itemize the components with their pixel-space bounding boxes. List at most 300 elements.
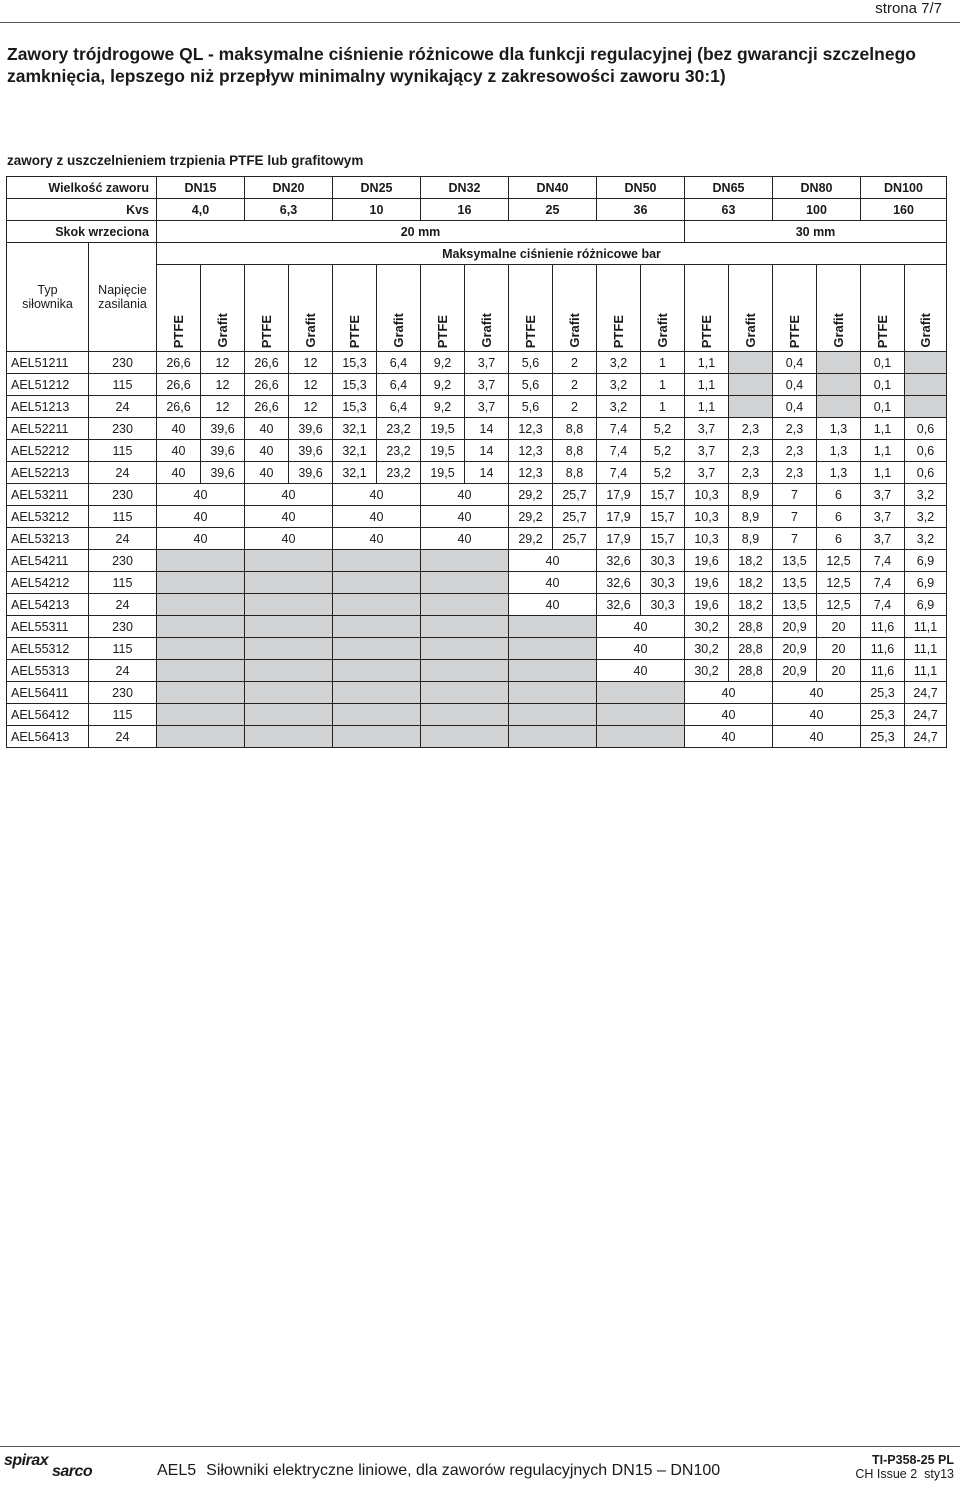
value-cell: 5,6 bbox=[509, 352, 553, 374]
voltage: 24 bbox=[89, 462, 157, 484]
voltage: 230 bbox=[89, 484, 157, 506]
unavailable-cell bbox=[333, 726, 421, 748]
merged-value-cell: 40 bbox=[685, 682, 773, 704]
value-cell: 3,7 bbox=[465, 374, 509, 396]
value-cell: 7,4 bbox=[861, 550, 905, 572]
value-cell: 20 bbox=[817, 638, 861, 660]
type-header-line: siłownika bbox=[22, 297, 73, 311]
unavailable-cell bbox=[245, 638, 333, 660]
merged-value-cell: 40 bbox=[509, 550, 597, 572]
value-cell: 11,6 bbox=[861, 660, 905, 682]
merged-value-cell: 40 bbox=[509, 572, 597, 594]
pressure-caption: Maksymalne ciśnienie różnicowe bar bbox=[157, 243, 947, 265]
value-cell: 39,6 bbox=[289, 418, 333, 440]
merged-value-cell: 40 bbox=[157, 506, 245, 528]
value-cell: 11,6 bbox=[861, 638, 905, 660]
value-cell: 1,1 bbox=[685, 352, 729, 374]
kvs-cell: 25 bbox=[509, 199, 597, 221]
value-cell: 32,6 bbox=[597, 594, 641, 616]
value-cell: 3,2 bbox=[905, 506, 947, 528]
value-cell: 40 bbox=[157, 418, 201, 440]
value-cell: 24,7 bbox=[905, 704, 947, 726]
value-cell: 30,3 bbox=[641, 594, 685, 616]
value-cell: 0,6 bbox=[905, 462, 947, 484]
kvs-label: Kvs bbox=[7, 199, 157, 221]
unavailable-cell bbox=[509, 704, 597, 726]
voltage: 115 bbox=[89, 638, 157, 660]
value-cell: 20 bbox=[817, 616, 861, 638]
unavailable-cell bbox=[157, 704, 245, 726]
value-cell: 2,3 bbox=[729, 418, 773, 440]
value-cell: 12,5 bbox=[817, 572, 861, 594]
value-cell: 1 bbox=[641, 396, 685, 418]
size-cell: DN65 bbox=[685, 177, 773, 199]
size-cell: DN50 bbox=[597, 177, 685, 199]
voltage-header-line: zasilania bbox=[98, 297, 147, 311]
value-cell: 9,2 bbox=[421, 396, 465, 418]
table-row bbox=[7, 418, 947, 440]
value-cell: 0,1 bbox=[861, 374, 905, 396]
type-header bbox=[7, 243, 89, 352]
logo-text-bottom: sarco bbox=[52, 1463, 93, 1480]
value-cell: 32,6 bbox=[597, 550, 641, 572]
value-cell: 3,7 bbox=[861, 506, 905, 528]
unavailable-cell bbox=[333, 660, 421, 682]
table-row bbox=[7, 352, 947, 374]
actuator-type: AEL54213 bbox=[7, 594, 89, 616]
value-cell: 3,2 bbox=[597, 374, 641, 396]
stroke-20mm: 20 mm bbox=[157, 221, 685, 243]
value-cell: 29,2 bbox=[509, 528, 553, 550]
unavailable-cell bbox=[421, 594, 509, 616]
merged-value-cell: 40 bbox=[157, 484, 245, 506]
value-cell: 12 bbox=[289, 396, 333, 418]
value-cell: 26,6 bbox=[245, 374, 289, 396]
value-cell: 30,2 bbox=[685, 616, 729, 638]
value-cell: 24,7 bbox=[905, 682, 947, 704]
kvs-cell: 63 bbox=[685, 199, 773, 221]
value-cell: 39,6 bbox=[201, 440, 245, 462]
value-cell: 14 bbox=[465, 440, 509, 462]
merged-value-cell: 40 bbox=[509, 594, 597, 616]
actuator-type: AEL52211 bbox=[7, 418, 89, 440]
kvs-cell: 100 bbox=[773, 199, 861, 221]
unavailable-cell bbox=[509, 616, 597, 638]
unavailable-cell bbox=[509, 660, 597, 682]
kvs-cell: 6,3 bbox=[245, 199, 333, 221]
footer-description bbox=[157, 1462, 720, 1480]
table-row bbox=[7, 396, 947, 418]
unavailable-cell bbox=[421, 682, 509, 704]
stroke-label: Skok wrzeciona bbox=[7, 221, 157, 243]
value-cell: 40 bbox=[245, 440, 289, 462]
size-row bbox=[7, 177, 947, 199]
value-cell: 0,1 bbox=[861, 396, 905, 418]
voltage: 230 bbox=[89, 550, 157, 572]
value-cell: 12 bbox=[201, 396, 245, 418]
unavailable-cell bbox=[245, 726, 333, 748]
actuator-type: AEL56411 bbox=[7, 682, 89, 704]
table-row bbox=[7, 594, 947, 616]
value-cell: 6,4 bbox=[377, 374, 421, 396]
size-cell: DN80 bbox=[773, 177, 861, 199]
value-cell: 9,2 bbox=[421, 352, 465, 374]
value-cell: 25,7 bbox=[553, 484, 597, 506]
spirax-sarco-logo bbox=[4, 1452, 112, 1482]
seal-ptfe-header: PTFE bbox=[861, 265, 905, 352]
merged-value-cell: 40 bbox=[597, 616, 685, 638]
unavailable-cell bbox=[421, 704, 509, 726]
value-cell: 3,2 bbox=[597, 396, 641, 418]
voltage: 230 bbox=[89, 352, 157, 374]
value-cell: 11,1 bbox=[905, 638, 947, 660]
seal-grafit-header: Grafit bbox=[729, 265, 773, 352]
value-cell: 3,7 bbox=[465, 352, 509, 374]
value-cell: 1,3 bbox=[817, 418, 861, 440]
value-cell: 12,3 bbox=[509, 440, 553, 462]
unavailable-cell bbox=[245, 572, 333, 594]
stroke-row bbox=[7, 221, 947, 243]
value-cell: 30,2 bbox=[685, 660, 729, 682]
value-cell: 18,2 bbox=[729, 572, 773, 594]
unavailable-cell bbox=[333, 704, 421, 726]
kvs-cell: 10 bbox=[333, 199, 421, 221]
unavailable-cell bbox=[333, 616, 421, 638]
value-cell: 5,6 bbox=[509, 374, 553, 396]
value-cell: 5,2 bbox=[641, 418, 685, 440]
merged-value-cell: 40 bbox=[685, 726, 773, 748]
value-cell: 11,1 bbox=[905, 616, 947, 638]
value-cell: 7,4 bbox=[861, 572, 905, 594]
value-cell: 10,3 bbox=[685, 484, 729, 506]
value-cell: 3,7 bbox=[685, 462, 729, 484]
value-cell: 6,4 bbox=[377, 396, 421, 418]
value-cell: 13,5 bbox=[773, 594, 817, 616]
kvs-row bbox=[7, 199, 947, 221]
actuator-type: AEL51212 bbox=[7, 374, 89, 396]
value-cell: 19,5 bbox=[421, 440, 465, 462]
table-row bbox=[7, 572, 947, 594]
merged-value-cell: 40 bbox=[685, 704, 773, 726]
value-cell: 7,4 bbox=[597, 462, 641, 484]
page-title: Zawory trójdrogowe QL - maksymalne ciśnienie różnicowe dla funkcji regulacyjnej (bez gwarancji szczelnego zamknięcia, lepszego niż przepływ minimalny wynikający z zakresowości zaworu 30:1) bbox=[7, 44, 916, 86]
value-cell: 12 bbox=[201, 374, 245, 396]
value-cell: 17,9 bbox=[597, 528, 641, 550]
value-cell: 29,2 bbox=[509, 506, 553, 528]
value-cell: 3,7 bbox=[685, 440, 729, 462]
value-cell: 15,3 bbox=[333, 374, 377, 396]
value-cell: 39,6 bbox=[289, 440, 333, 462]
value-cell: 28,8 bbox=[729, 660, 773, 682]
value-cell: 18,2 bbox=[729, 594, 773, 616]
value-cell: 2,3 bbox=[729, 462, 773, 484]
value-cell: 12,5 bbox=[817, 550, 861, 572]
value-cell: 1,1 bbox=[861, 462, 905, 484]
merged-value-cell: 40 bbox=[245, 506, 333, 528]
unavailable-cell bbox=[421, 550, 509, 572]
value-cell: 40 bbox=[157, 440, 201, 462]
table-row bbox=[7, 440, 947, 462]
value-cell: 3,7 bbox=[861, 528, 905, 550]
value-cell: 0,6 bbox=[905, 418, 947, 440]
value-cell: 11,6 bbox=[861, 616, 905, 638]
value-cell: 3,2 bbox=[597, 352, 641, 374]
value-cell: 19,5 bbox=[421, 462, 465, 484]
value-cell: 6,9 bbox=[905, 594, 947, 616]
value-cell: 32,1 bbox=[333, 418, 377, 440]
value-cell: 7 bbox=[773, 484, 817, 506]
value-cell: 17,9 bbox=[597, 484, 641, 506]
seal-grafit-header: Grafit bbox=[817, 265, 861, 352]
value-cell: 1 bbox=[641, 352, 685, 374]
unavailable-cell bbox=[333, 682, 421, 704]
merged-value-cell: 40 bbox=[333, 506, 421, 528]
value-cell: 10,3 bbox=[685, 506, 729, 528]
size-cell: DN20 bbox=[245, 177, 333, 199]
voltage: 24 bbox=[89, 528, 157, 550]
actuator-type: AEL53212 bbox=[7, 506, 89, 528]
unavailable-cell bbox=[245, 682, 333, 704]
value-cell: 26,6 bbox=[157, 352, 201, 374]
value-cell: 40 bbox=[245, 418, 289, 440]
voltage: 115 bbox=[89, 374, 157, 396]
table-row bbox=[7, 638, 947, 660]
voltage: 230 bbox=[89, 418, 157, 440]
value-cell: 20,9 bbox=[773, 638, 817, 660]
value-cell: 12,3 bbox=[509, 418, 553, 440]
unavailable-cell bbox=[157, 726, 245, 748]
unavailable-cell bbox=[729, 352, 773, 374]
kvs-cell: 36 bbox=[597, 199, 685, 221]
value-cell: 6 bbox=[817, 528, 861, 550]
value-cell: 39,6 bbox=[289, 462, 333, 484]
voltage: 115 bbox=[89, 572, 157, 594]
value-cell: 0,1 bbox=[861, 352, 905, 374]
value-cell: 6,9 bbox=[905, 572, 947, 594]
value-cell: 32,6 bbox=[597, 572, 641, 594]
seal-ptfe-header: PTFE bbox=[509, 265, 553, 352]
value-cell: 1,3 bbox=[817, 462, 861, 484]
seal-grafit-header: Grafit bbox=[201, 265, 245, 352]
unavailable-cell bbox=[245, 594, 333, 616]
seal-ptfe-header: PTFE bbox=[685, 265, 729, 352]
unavailable-cell bbox=[597, 726, 685, 748]
value-cell: 26,6 bbox=[157, 374, 201, 396]
value-cell: 18,2 bbox=[729, 550, 773, 572]
value-cell: 26,6 bbox=[245, 352, 289, 374]
value-cell: 30,3 bbox=[641, 550, 685, 572]
voltage: 115 bbox=[89, 704, 157, 726]
voltage: 115 bbox=[89, 440, 157, 462]
actuator-type: AEL55312 bbox=[7, 638, 89, 660]
value-cell: 8,9 bbox=[729, 528, 773, 550]
value-cell: 3,7 bbox=[465, 396, 509, 418]
value-cell: 5,2 bbox=[641, 440, 685, 462]
value-cell: 1,1 bbox=[861, 440, 905, 462]
value-cell: 19,6 bbox=[685, 550, 729, 572]
value-cell: 14 bbox=[465, 418, 509, 440]
actuator-type: AEL56413 bbox=[7, 726, 89, 748]
value-cell: 8,8 bbox=[553, 418, 597, 440]
value-cell: 13,5 bbox=[773, 572, 817, 594]
value-cell: 32,1 bbox=[333, 440, 377, 462]
table-row bbox=[7, 616, 947, 638]
unavailable-cell bbox=[157, 660, 245, 682]
value-cell: 14 bbox=[465, 462, 509, 484]
table-row bbox=[7, 528, 947, 550]
value-cell: 26,6 bbox=[245, 396, 289, 418]
product-description: Siłowniki elektryczne liniowe, dla zaworów regulacyjnych DN15 – DN100 bbox=[206, 1462, 721, 1479]
voltage: 230 bbox=[89, 616, 157, 638]
value-cell: 9,2 bbox=[421, 374, 465, 396]
unavailable-cell bbox=[157, 616, 245, 638]
value-cell: 30,2 bbox=[685, 638, 729, 660]
table-row bbox=[7, 660, 947, 682]
doc-number: TI-P358-25 PL bbox=[872, 1453, 954, 1467]
unavailable-cell bbox=[421, 616, 509, 638]
seal-ptfe-header: PTFE bbox=[773, 265, 817, 352]
merged-value-cell: 40 bbox=[245, 484, 333, 506]
seal-grafit-header: Grafit bbox=[465, 265, 509, 352]
voltage: 230 bbox=[89, 682, 157, 704]
value-cell: 39,6 bbox=[201, 462, 245, 484]
unavailable-cell bbox=[157, 638, 245, 660]
seal-ptfe-header: PTFE bbox=[157, 265, 201, 352]
document-info bbox=[855, 1453, 954, 1481]
size-cell: DN32 bbox=[421, 177, 509, 199]
value-cell: 0,4 bbox=[773, 396, 817, 418]
table-row bbox=[7, 484, 947, 506]
value-cell: 0,6 bbox=[905, 440, 947, 462]
unavailable-cell bbox=[333, 572, 421, 594]
unavailable-cell bbox=[333, 594, 421, 616]
value-cell: 26,6 bbox=[157, 396, 201, 418]
value-cell: 3,7 bbox=[685, 418, 729, 440]
value-cell: 2,3 bbox=[729, 440, 773, 462]
value-cell: 12,3 bbox=[509, 462, 553, 484]
value-cell: 15,7 bbox=[641, 506, 685, 528]
value-cell: 8,9 bbox=[729, 484, 773, 506]
pressure-table bbox=[6, 176, 947, 748]
actuator-type: AEL53213 bbox=[7, 528, 89, 550]
seal-grafit-header: Grafit bbox=[641, 265, 685, 352]
value-cell: 12 bbox=[289, 352, 333, 374]
value-cell: 2,3 bbox=[773, 440, 817, 462]
merged-value-cell: 40 bbox=[421, 528, 509, 550]
actuator-type: AEL51211 bbox=[7, 352, 89, 374]
size-cell: DN100 bbox=[861, 177, 947, 199]
actuator-type: AEL51213 bbox=[7, 396, 89, 418]
voltage: 115 bbox=[89, 506, 157, 528]
unavailable-cell bbox=[421, 572, 509, 594]
size-cell: DN15 bbox=[157, 177, 245, 199]
unavailable-cell bbox=[509, 726, 597, 748]
pressure-caption-row bbox=[7, 243, 947, 265]
unavailable-cell bbox=[509, 638, 597, 660]
table-row bbox=[7, 704, 947, 726]
actuator-type: AEL52213 bbox=[7, 462, 89, 484]
unavailable-cell bbox=[245, 704, 333, 726]
value-cell: 3,2 bbox=[905, 528, 947, 550]
voltage: 24 bbox=[89, 396, 157, 418]
value-cell: 8,8 bbox=[553, 462, 597, 484]
unavailable-cell bbox=[421, 638, 509, 660]
voltage-header-line: Napięcie bbox=[98, 283, 147, 297]
unavailable-cell bbox=[817, 374, 861, 396]
value-cell: 1,3 bbox=[817, 440, 861, 462]
merged-value-cell: 40 bbox=[773, 682, 861, 704]
unavailable-cell bbox=[245, 616, 333, 638]
unavailable-cell bbox=[729, 374, 773, 396]
value-cell: 25,3 bbox=[861, 682, 905, 704]
table-row bbox=[7, 506, 947, 528]
table-row bbox=[7, 726, 947, 748]
header-rule bbox=[0, 22, 960, 23]
value-cell: 12,5 bbox=[817, 594, 861, 616]
logo-text-top: spirax bbox=[4, 1452, 49, 1469]
voltage-header bbox=[89, 243, 157, 352]
value-cell: 25,7 bbox=[553, 528, 597, 550]
size-label: Wielkość zaworu bbox=[7, 177, 157, 199]
stroke-30mm: 30 mm bbox=[685, 221, 947, 243]
value-cell: 39,6 bbox=[201, 418, 245, 440]
actuator-type: AEL56412 bbox=[7, 704, 89, 726]
value-cell: 20,9 bbox=[773, 616, 817, 638]
unavailable-cell bbox=[157, 682, 245, 704]
value-cell: 1,1 bbox=[861, 418, 905, 440]
unavailable-cell bbox=[729, 396, 773, 418]
merged-value-cell: 40 bbox=[597, 638, 685, 660]
kvs-cell: 4,0 bbox=[157, 199, 245, 221]
product-code: AEL5 bbox=[157, 1462, 197, 1479]
value-cell: 25,3 bbox=[861, 726, 905, 748]
table-row bbox=[7, 682, 947, 704]
value-cell: 28,8 bbox=[729, 638, 773, 660]
value-cell: 29,2 bbox=[509, 484, 553, 506]
seal-grafit-header: Grafit bbox=[905, 265, 947, 352]
value-cell: 6 bbox=[817, 506, 861, 528]
seal-grafit-header: Grafit bbox=[377, 265, 421, 352]
value-cell: 2,3 bbox=[773, 418, 817, 440]
merged-value-cell: 40 bbox=[421, 484, 509, 506]
value-cell: 15,7 bbox=[641, 484, 685, 506]
voltage: 24 bbox=[89, 726, 157, 748]
table-subtitle: zawory z uszczelnieniem trzpienia PTFE lub grafitowym bbox=[7, 153, 364, 168]
value-cell: 19,6 bbox=[685, 572, 729, 594]
value-cell: 8,9 bbox=[729, 506, 773, 528]
value-cell: 13,5 bbox=[773, 550, 817, 572]
value-cell: 7,4 bbox=[597, 440, 641, 462]
merged-value-cell: 40 bbox=[773, 704, 861, 726]
value-cell: 0,4 bbox=[773, 352, 817, 374]
value-cell: 30,3 bbox=[641, 572, 685, 594]
actuator-type: AEL54211 bbox=[7, 550, 89, 572]
seal-ptfe-header: PTFE bbox=[597, 265, 641, 352]
value-cell: 0,4 bbox=[773, 374, 817, 396]
actuator-type: AEL54212 bbox=[7, 572, 89, 594]
unavailable-cell bbox=[905, 396, 947, 418]
value-cell: 25,3 bbox=[861, 704, 905, 726]
seal-ptfe-header: PTFE bbox=[333, 265, 377, 352]
kvs-cell: 16 bbox=[421, 199, 509, 221]
style-code: sty13 bbox=[924, 1467, 954, 1481]
value-cell: 7,4 bbox=[861, 594, 905, 616]
seal-grafit-header: Grafit bbox=[289, 265, 333, 352]
unavailable-cell bbox=[157, 594, 245, 616]
value-cell: 19,5 bbox=[421, 418, 465, 440]
value-cell: 2 bbox=[553, 374, 597, 396]
value-cell: 11,1 bbox=[905, 660, 947, 682]
